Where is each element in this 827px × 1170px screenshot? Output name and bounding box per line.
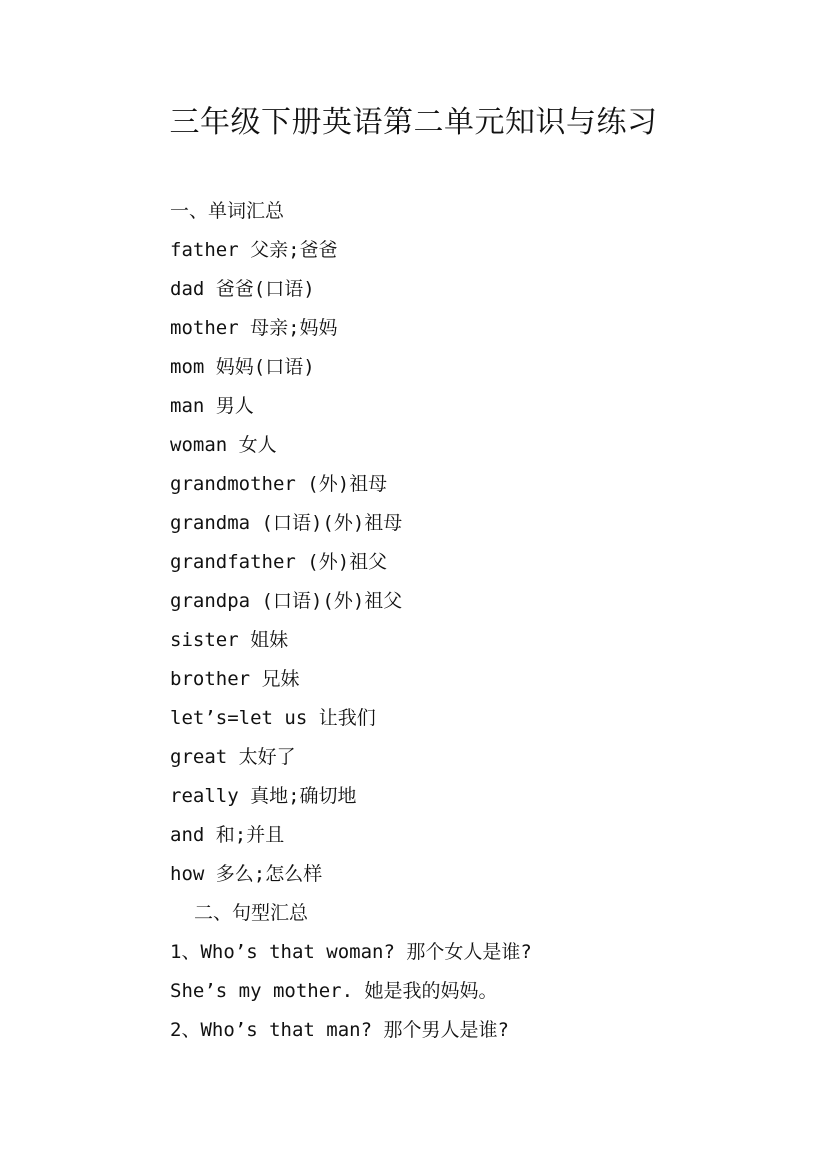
vocab-item: woman 女人 [170, 434, 277, 456]
vocab-item: brother 兄妹 [170, 668, 300, 690]
vocab-item: really 真地;确切地 [170, 785, 357, 807]
vocab-item: grandfather (外)祖父 [170, 551, 388, 573]
vocab-item: man 男人 [170, 395, 254, 417]
vocab-item: and 和;并且 [170, 824, 285, 846]
sentence-item: 2、Who’s that man? 那个男人是谁? [170, 1019, 509, 1041]
vocab-item: mom 妈妈(口语) [170, 356, 315, 378]
vocab-item: sister 姐妹 [170, 629, 289, 651]
vocab-item: mother 母亲;妈妈 [170, 317, 338, 339]
vocab-item: let’s=let us 让我们 [170, 707, 376, 729]
vocab-item: grandma (口语)(外)祖母 [170, 512, 403, 534]
section-heading-sentences: 二、句型汇总 [194, 902, 309, 924]
vocab-item: how 多么;怎么样 [170, 863, 323, 885]
vocab-item: great 太好了 [170, 746, 296, 768]
section-heading-vocabulary: 一、单词汇总 [170, 200, 285, 222]
vocab-item: grandpa (口语)(外)祖父 [170, 590, 403, 612]
vocab-item: father 父亲;爸爸 [170, 239, 338, 261]
sentence-item: She’s my mother. 她是我的妈妈。 [170, 980, 498, 1002]
document-body [170, 192, 770, 1050]
vocab-item: grandmother (外)祖母 [170, 473, 388, 495]
document-title: 三年级下册英语第二单元知识与练习 [169, 105, 658, 140]
sentence-item: 1、Who’s that woman? 那个女人是谁? [170, 941, 532, 963]
vocab-item: dad 爸爸(口语) [170, 278, 315, 300]
